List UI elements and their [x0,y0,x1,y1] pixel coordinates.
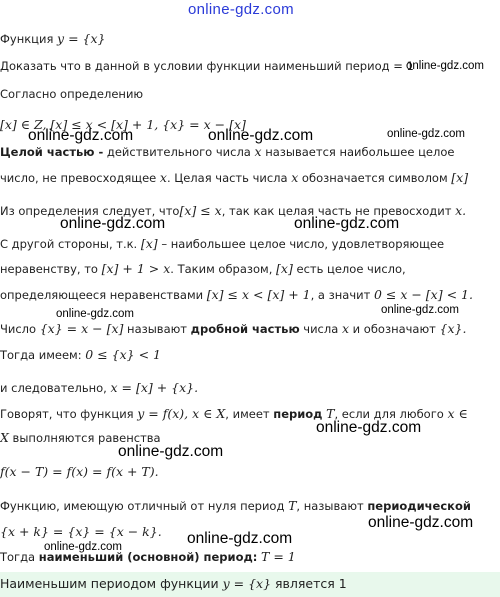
least-period-line: Тогда наименьший (основной) период: T = 1 [0,549,296,564]
watermark-label: online-gdz.com [368,514,474,531]
watermark-label: online-gdz.com [118,443,224,460]
watermark-label: online-gdz.com [316,419,422,436]
answer-text: Наименьшим периодом функции y = {x} является 1 [0,576,347,591]
follows-line: Из определения следует, что[x] ≤ x, так как целая часть не превосходит x. [0,203,467,218]
definition-formula: [x] ∈ Z, [x] ≤ x < [x] + 1, {x} = x − [x] [0,117,246,132]
period-equation: f(x − T) = f(x) = f(x + T). [0,464,159,479]
watermark-label: online-gdz.com [44,541,122,553]
equalities-line: X выполняются равенства [0,430,161,445]
task-statement: Доказать что в данной в условии функции наименьший период = 1 [0,59,414,73]
fraction-line: Число {x} = x − [x] называют дробной частью числа x и обозначают {x}. [0,321,467,336]
watermark-label: online-gdz.com [56,308,134,320]
watermark-label: online-gdz.com [28,127,134,144]
watermark-label: online-gdz.com [387,128,465,140]
watermark-label: online-gdz.com [60,215,166,232]
watermark-label: online-gdz.com [187,530,293,547]
watermark-label: online-gdz.com [381,304,459,316]
watermark-label: online-gdz.com [406,60,484,72]
doc-title: Функция y = {x} [0,31,106,46]
other-side-line: С другой стороны, т.к. [x] – наибольшее целое число, удовлетворяющее [0,236,445,251]
watermark-label: online-gdz.com [294,215,400,232]
by-definition: Согласно определению [0,87,144,101]
watermark-top: online-gdz.com [188,1,294,18]
hence-line: и следовательно, x = [x] + {x}. [0,380,199,395]
watermark-label: online-gdz.com [208,127,314,144]
inequality-line: неравенству, то [x] + 1 > x. Таким образом, [x] есть целое число, [0,261,406,276]
period-def-line: Говорят, что функция y = f(x), x ∈ X, имеет период T, если для любого x ∈ [0,406,468,421]
intpart-line-2: число, не превосходящее x. Целая часть числа x обозначается символом [x] [0,170,469,185]
defined-by-line: определяющееся неравенствами [x] ≤ x < [x] + 1, а значит 0 ≤ x − [x] < 1. [0,287,473,302]
fractional-period-equation: {x + k} = {x} = {x − k}. [0,524,162,539]
intpart-line-1: Целой частью - действительного числа x называется наибольшее целое [0,144,455,159]
answer-box [0,572,500,597]
then-have-line: Тогда имеем: 0 ≤ {x} < 1 [0,347,161,362]
periodic-def-line: Функцию, имеющую отличный от нуля период T, называют периодической [0,498,471,513]
